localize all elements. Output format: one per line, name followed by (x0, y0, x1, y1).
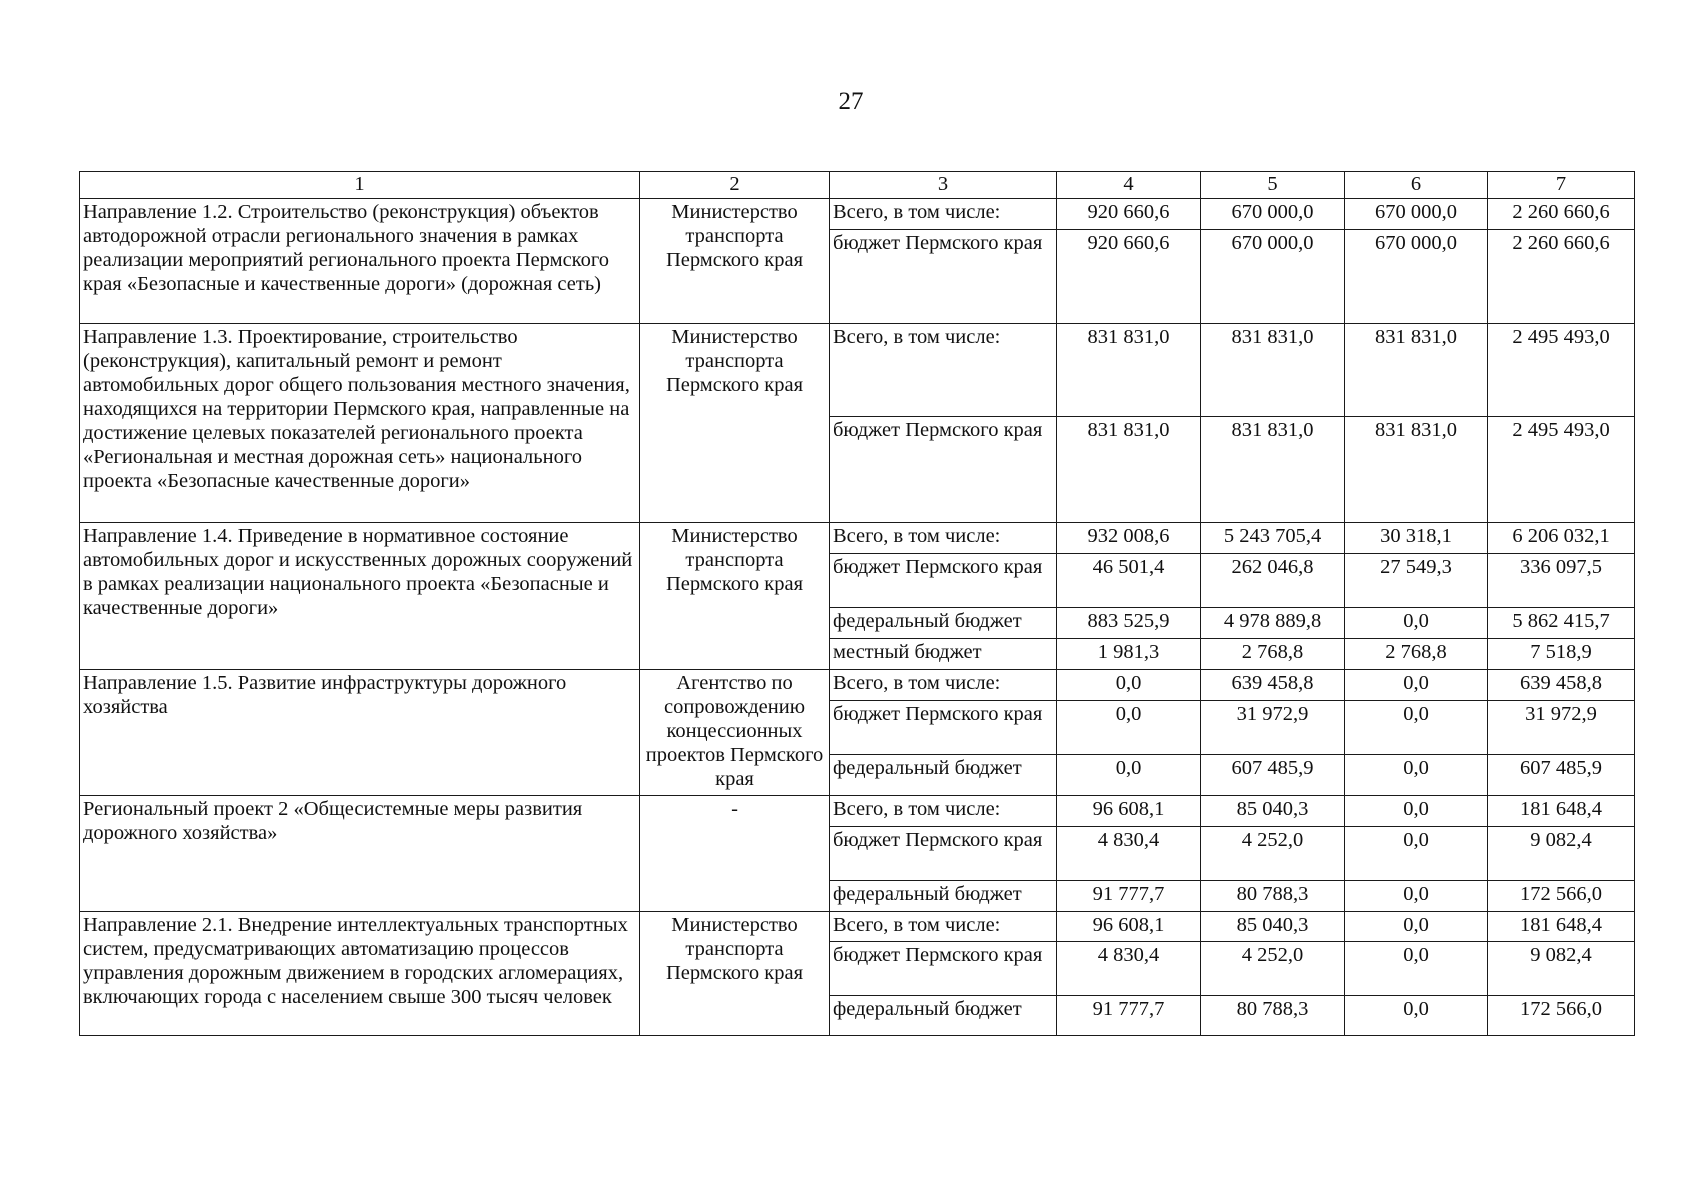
table-row (80, 199, 1635, 230)
value-cell-7: 172 566,0 (1488, 996, 1635, 1036)
executor-cell: Министерство транспорта Пермского края (640, 523, 830, 670)
value-cell-7: 6 206 032,1 (1488, 523, 1635, 554)
page-number: 27 (838, 88, 864, 115)
column-header: 7 (1488, 172, 1635, 199)
value-cell-6: 831 831,0 (1345, 324, 1488, 417)
value-cell-4: 46 501,4 (1057, 554, 1201, 608)
value-cell-4: 1 981,3 (1057, 639, 1201, 670)
value-cell-5: 80 788,3 (1201, 881, 1345, 912)
value-cell-7: 31 972,9 (1488, 701, 1635, 755)
executor-cell: Министерство транспорта Пермского края (640, 324, 830, 523)
direction-cell: Направление 1.4. Приведение в нормативное состояние автомобильных дорог и искусственных дорожных сооружений в рамках реализации национального проекта «Безопасные и качественные дороги» (80, 523, 640, 670)
value-cell-4: 91 777,7 (1057, 881, 1201, 912)
value-cell-5: 2 768,8 (1201, 639, 1345, 670)
value-cell-5: 670 000,0 (1201, 199, 1345, 230)
value-cell-6: 0,0 (1345, 912, 1488, 942)
value-cell-7: 2 495 493,0 (1488, 324, 1635, 417)
value-cell-5: 831 831,0 (1201, 417, 1345, 523)
value-cell-6: 670 000,0 (1345, 230, 1488, 324)
source-cell: бюджет Пермского края (830, 701, 1057, 755)
value-cell-7: 181 648,4 (1488, 796, 1635, 827)
direction-cell: Региональный проект 2 «Общесистемные меры развития дорожного хозяйства» (80, 796, 640, 912)
column-header: 1 (80, 172, 640, 199)
source-cell: Всего, в том числе: (830, 912, 1057, 942)
value-cell-4: 4 830,4 (1057, 827, 1201, 881)
value-cell-4: 0,0 (1057, 670, 1201, 701)
value-cell-4: 920 660,6 (1057, 199, 1201, 230)
source-cell: бюджет Пермского края (830, 230, 1057, 324)
value-cell-7: 607 485,9 (1488, 755, 1635, 796)
value-cell-5: 5 243 705,4 (1201, 523, 1345, 554)
value-cell-4: 96 608,1 (1057, 796, 1201, 827)
source-cell: бюджет Пермского края (830, 827, 1057, 881)
value-cell-5: 607 485,9 (1201, 755, 1345, 796)
table-row (80, 324, 1635, 417)
source-cell: местный бюджет (830, 639, 1057, 670)
value-cell-6: 27 549,3 (1345, 554, 1488, 608)
executor-cell: Агентство по сопровождению концессионных проектов Пермского края (640, 670, 830, 796)
source-cell: федеральный бюджет (830, 881, 1057, 912)
value-cell-4: 831 831,0 (1057, 417, 1201, 523)
value-cell-4: 932 008,6 (1057, 523, 1201, 554)
value-cell-6: 670 000,0 (1345, 199, 1488, 230)
source-cell: Всего, в том числе: (830, 523, 1057, 554)
value-cell-7: 5 862 415,7 (1488, 608, 1635, 639)
value-cell-5: 80 788,3 (1201, 996, 1345, 1036)
source-cell: бюджет Пермского края (830, 554, 1057, 608)
column-header: 6 (1345, 172, 1488, 199)
source-cell: Всего, в том числе: (830, 199, 1057, 230)
value-cell-7: 336 097,5 (1488, 554, 1635, 608)
value-cell-5: 85 040,3 (1201, 796, 1345, 827)
value-cell-7: 2 260 660,6 (1488, 199, 1635, 230)
value-cell-6: 30 318,1 (1345, 523, 1488, 554)
header-row (80, 172, 1635, 199)
value-cell-6: 0,0 (1345, 670, 1488, 701)
value-cell-4: 4 830,4 (1057, 942, 1201, 996)
value-cell-5: 4 252,0 (1201, 827, 1345, 881)
value-cell-6: 0,0 (1345, 827, 1488, 881)
value-cell-4: 0,0 (1057, 755, 1201, 796)
value-cell-6: 831 831,0 (1345, 417, 1488, 523)
value-cell-5: 4 978 889,8 (1201, 608, 1345, 639)
value-cell-7: 7 518,9 (1488, 639, 1635, 670)
executor-cell: Министерство транспорта Пермского края (640, 912, 830, 1036)
executor-cell: Министерство транспорта Пермского края (640, 199, 830, 324)
value-cell-7: 181 648,4 (1488, 912, 1635, 942)
direction-cell: Направление 1.5. Развитие инфраструктуры дорожного хозяйства (80, 670, 640, 796)
value-cell-6: 0,0 (1345, 755, 1488, 796)
value-cell-7: 2 260 660,6 (1488, 230, 1635, 324)
source-cell: Всего, в том числе: (830, 796, 1057, 827)
value-cell-7: 2 495 493,0 (1488, 417, 1635, 523)
value-cell-5: 4 252,0 (1201, 942, 1345, 996)
value-cell-7: 9 082,4 (1488, 827, 1635, 881)
source-cell: федеральный бюджет (830, 755, 1057, 796)
table-row (80, 796, 1635, 827)
value-cell-5: 31 972,9 (1201, 701, 1345, 755)
source-cell: бюджет Пермского края (830, 942, 1057, 996)
value-cell-7: 639 458,8 (1488, 670, 1635, 701)
direction-cell: Направление 1.2. Строительство (реконструкция) объектов автодорожной отрасли регионального значения в рамках реализации мероприятий регионального проекта Пермского края «Безопасные и качественные дороги» (дорожная сеть) (80, 199, 640, 324)
table-row (80, 670, 1635, 701)
source-cell: федеральный бюджет (830, 608, 1057, 639)
source-cell: Всего, в том числе: (830, 670, 1057, 701)
value-cell-6: 2 768,8 (1345, 639, 1488, 670)
table-row (80, 912, 1635, 942)
value-cell-6: 0,0 (1345, 996, 1488, 1036)
value-cell-4: 0,0 (1057, 701, 1201, 755)
value-cell-6: 0,0 (1345, 608, 1488, 639)
table-row (80, 523, 1635, 554)
budget-table (79, 171, 1635, 1036)
executor-cell: - (640, 796, 830, 912)
value-cell-4: 831 831,0 (1057, 324, 1201, 417)
column-header: 4 (1057, 172, 1201, 199)
source-cell: Всего, в том числе: (830, 324, 1057, 417)
column-header: 5 (1201, 172, 1345, 199)
column-header: 2 (640, 172, 830, 199)
value-cell-5: 831 831,0 (1201, 324, 1345, 417)
value-cell-6: 0,0 (1345, 796, 1488, 827)
direction-cell: Направление 2.1. Внедрение интеллектуальных транспортных систем, предусматривающих автоматизацию процессов управления дорожным движением в городских агломерациях, включающих города с населением свыше 300 тысяч человек (80, 912, 640, 1036)
value-cell-6: 0,0 (1345, 881, 1488, 912)
value-cell-4: 920 660,6 (1057, 230, 1201, 324)
source-cell: бюджет Пермского края (830, 417, 1057, 523)
value-cell-5: 85 040,3 (1201, 912, 1345, 942)
value-cell-7: 9 082,4 (1488, 942, 1635, 996)
value-cell-6: 0,0 (1345, 701, 1488, 755)
value-cell-6: 0,0 (1345, 942, 1488, 996)
value-cell-7: 172 566,0 (1488, 881, 1635, 912)
source-cell: федеральный бюджет (830, 996, 1057, 1036)
value-cell-4: 91 777,7 (1057, 996, 1201, 1036)
value-cell-5: 639 458,8 (1201, 670, 1345, 701)
value-cell-5: 262 046,8 (1201, 554, 1345, 608)
direction-cell: Направление 1.3. Проектирование, строительство (реконструкция), капитальный ремонт и ремонт автомобильных дорог общего пользования местного значения, находящихся на территории Пермского края, направленные на достижение целевых показателей регионального проекта «Региональная и местная дорожная сеть» национального проекта «Безопасные качественные дороги» (80, 324, 640, 523)
value-cell-5: 670 000,0 (1201, 230, 1345, 324)
value-cell-4: 883 525,9 (1057, 608, 1201, 639)
column-header: 3 (830, 172, 1057, 199)
value-cell-4: 96 608,1 (1057, 912, 1201, 942)
